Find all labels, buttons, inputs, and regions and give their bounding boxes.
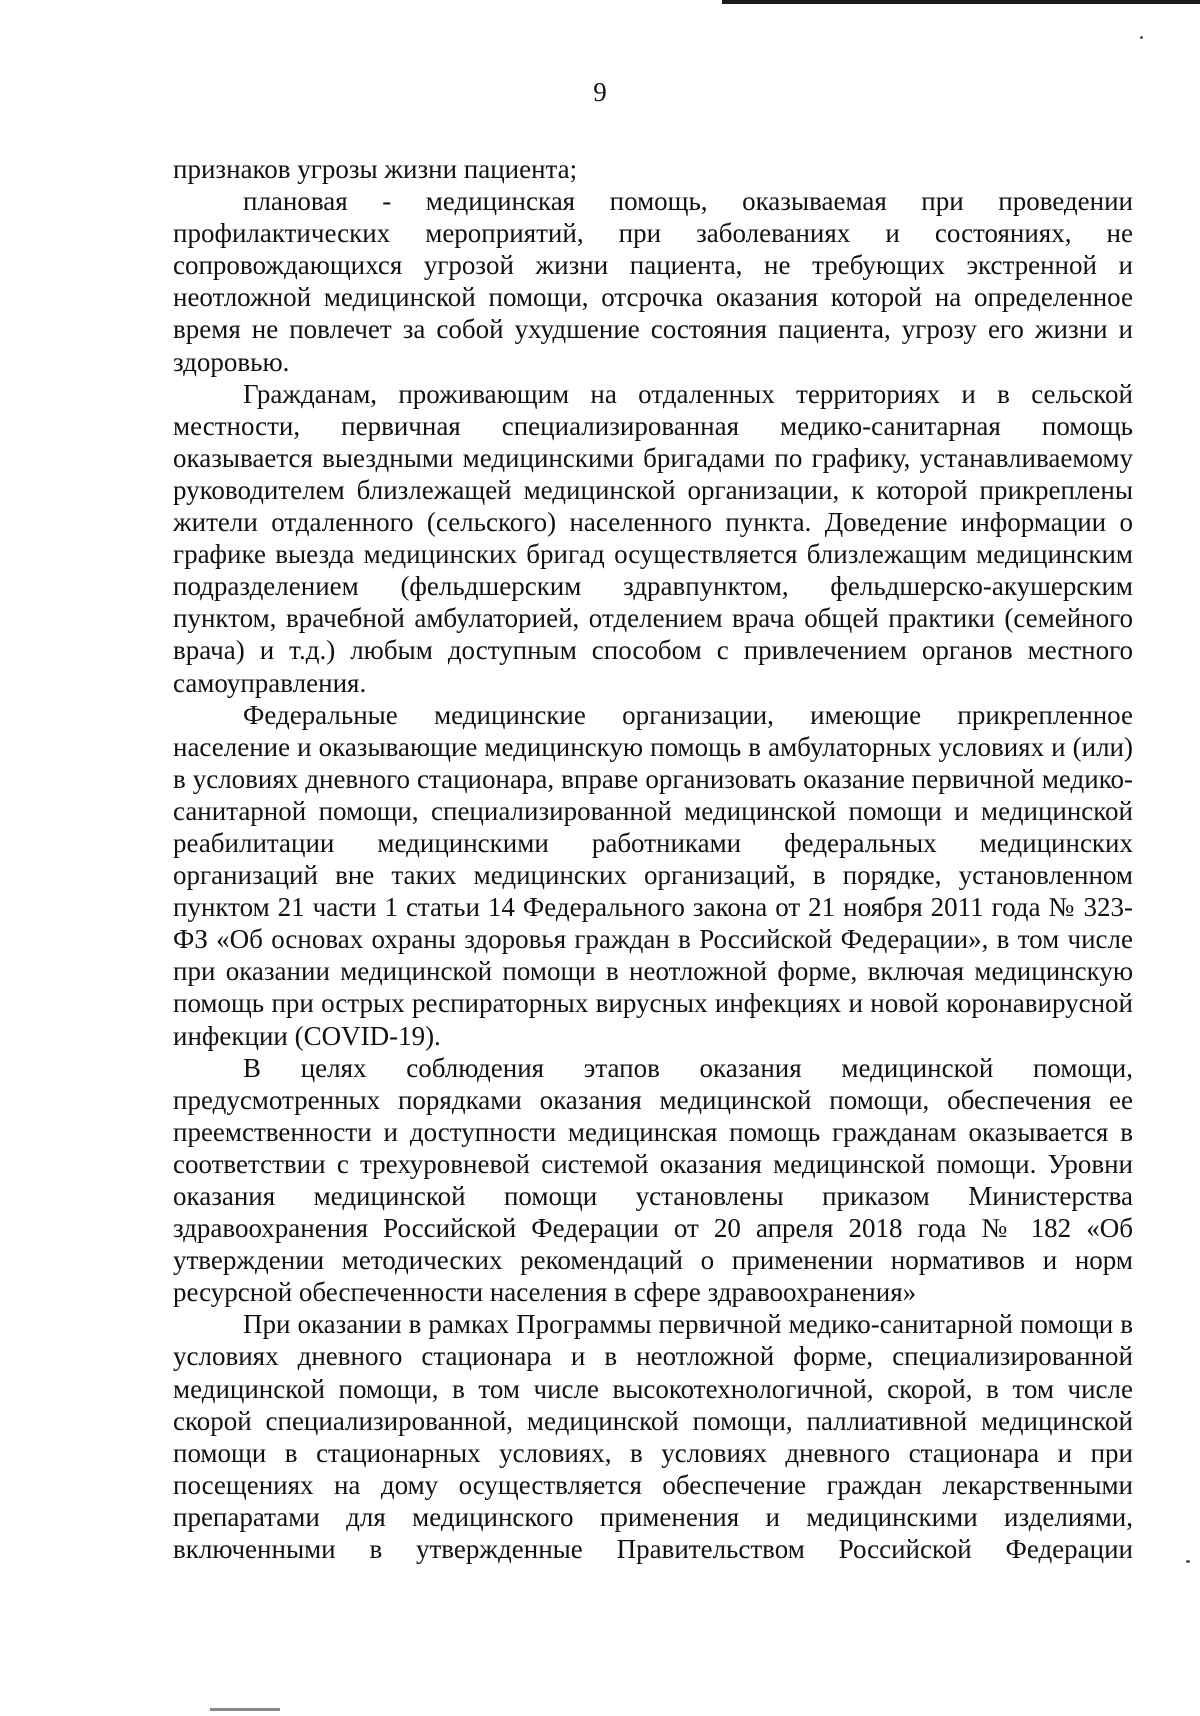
paragraph: В целях соблюдения этапов оказания медицинской помощи, предусмотренных порядками оказания медицинской помощи, обеспечения ее преемственности и доступности медицинская помощь гражданам оказывается в соответствии с трехуровневой системой оказания медицинской помощи. Уровни оказания медицинской помощи установлены приказом Министерства здравоохранения Российской Федерации от 20 апреля 2018 года № 182 «Об утверждении методических рекомендаций о применении нормативов и норм ресурсной обеспеченности населения в сфере здравоохранения»	[173, 1052, 1133, 1308]
page-number: 9	[593, 77, 607, 107]
scan-speck	[1186, 1560, 1190, 1563]
paragraph: плановая - медицинская помощь, оказываемая при проведении профилактических мероприятий, при заболеваниях и состояниях, не сопровождающихся угрозой жизни пациента, не требующих экстренной и неотложной медицинской помощи, отсрочка оказания которой на определенное время не повлечет за собой ухудшение состояния пациента, угрозу его жизни и здоровью.	[173, 186, 1133, 377]
paragraph: Федеральные медицинские организации, имеющие прикрепленное население и оказывающие медицинскую помощь в амбулаторных условиях и (или) в условиях дневного стационара, вправе организовать оказание первичной медико-санитарной помощи, специализированной медицинской помощи и медицинской реабилитации медицинскими работниками федеральных медицинских организаций вне таких медицинских организаций, в порядке, установленном пунктом 21 части 1 статьи 14 Федерального закона от 21 ноября 2011 года № 323-ФЗ «Об основах охраны здоровья граждан в Российской Федерации», в том числе при оказании медицинской помощи в неотложной форме, включая медицинскую помощь при острых респираторных вирусных инфекциях и новой коронавирусной инфекции (COVID-19).	[173, 699, 1133, 1051]
paragraph: признаков угрозы жизни пациента;	[173, 154, 578, 184]
paragraph: Гражданам, проживающим на отдаленных территориях и в сельской местности, первичная специализированная медико-санитарная помощь оказывается выездными медицинскими бригадами по графику, устанавливаемому руководителем близлежащей медицинской организации, к которой прикреплены жители отдаленного (сельского) населенного пункта. Доведение информации о графике выезда медицинских бригад осуществляется близлежащим медицинским подразделением (фельдшерским здравпунктом, фельдшерско-акушерским пунктом, врачебной амбулаторией, отделением врача общей практики (семейного врача) и т.д.) любым доступным способом с привлечением органов местного самоуправления.	[173, 378, 1133, 698]
scan-edge-mark	[210, 1708, 280, 1711]
scan-edge-mark	[722, 0, 1200, 4]
document-body	[173, 153, 1133, 1565]
scan-speck	[1140, 36, 1143, 39]
paragraph: При оказании в рамках Программы первичной медико-санитарной помощи в условиях дневного стационара и в неотложной форме, специализированной медицинской помощи, в том числе высокотехнологичной, скорой, в том числе скорой специализированной, медицинской помощи, паллиативной медицинской помощи в стационарных условиях, в условиях дневного стационара и при посещениях на дому осуществляется обеспечение граждан лекарственными препаратами для медицинского применения и медицинскими изделиями, включенными в утвержденные Правительством Российской Федерации	[173, 1309, 1133, 1565]
